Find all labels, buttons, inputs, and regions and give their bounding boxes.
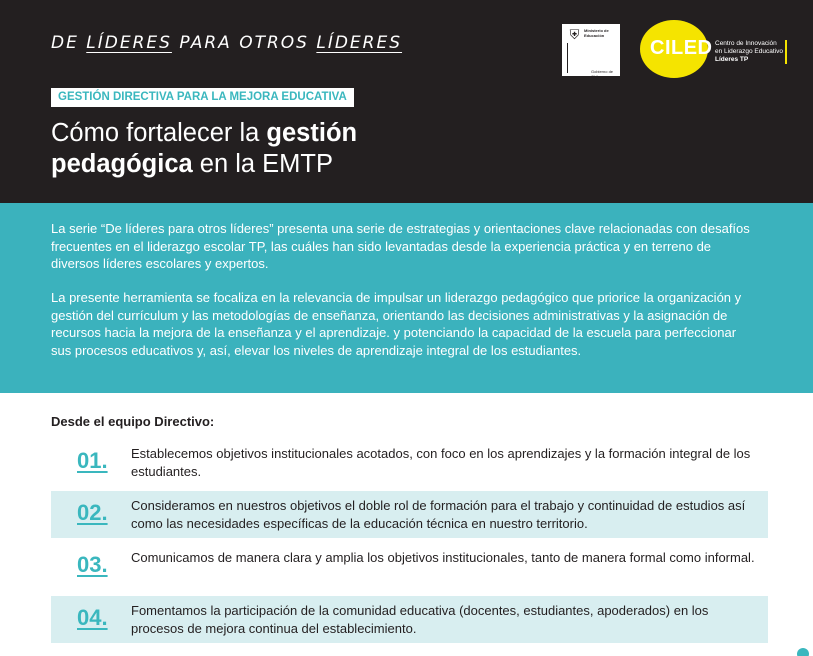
- series-title: [51, 33, 402, 53]
- page-title: [51, 118, 471, 180]
- title-part: en la EMTP: [192, 150, 334, 178]
- ciled-desc-line3: Líderes TP: [715, 56, 749, 63]
- item-text: Consideramos en nuestros objetivos el doble rol de formación para el trabajo y continuidad de estudios así como las necesidades específicas de la educación técnica en nuestro territorio.: [131, 498, 746, 531]
- ciled-desc-line2: en Liderazgo Educativo: [715, 48, 783, 55]
- item-text: Fomentamos la participación de la comunidad educativa (docentes, estudiantes, apoderados) en los procesos de mejora continua del establecimiento.: [131, 603, 709, 636]
- title-part-bold: gestión: [266, 119, 358, 147]
- list-item: [51, 491, 768, 538]
- ministry-logo-bar: [567, 43, 568, 73]
- list-item: [51, 439, 768, 486]
- category-tag: GESTIÓN DIRECTIVA PARA LA MEJORA EDUCATIVA: [51, 88, 354, 107]
- ministry-footer: Gobierno de Chile: [591, 69, 614, 79]
- series-part: DE: [51, 33, 87, 53]
- section-title: Desde el equipo Directivo:: [51, 414, 215, 429]
- item-text: Establecemos objetivos institucionales acotados, con foco en los aprendizajes y la formación integral de los estudiantes.: [131, 446, 751, 479]
- ministry-line1: Ministerio de: [584, 28, 609, 33]
- series-part-underlined: LÍDERES: [86, 33, 172, 53]
- decorative-dot: [797, 648, 809, 656]
- title-part: Cómo fortalecer la: [51, 119, 267, 147]
- intro-paragraph-1: La serie “De líderes para otros líderes” presenta una serie de estrategias y orientaciones clave relacionadas con desafíos frecuentes en el liderazgo escolar TP, las cuáles han sido levantadas desde la experiencia práctica y en terreno de diversos líderes escolares y expertos.: [51, 221, 750, 271]
- ministry-name: [584, 28, 619, 38]
- title-part-bold: pedagógica: [51, 150, 193, 178]
- item-number: 02.: [77, 500, 108, 525]
- item-number: 04.: [77, 605, 108, 630]
- ministry-logo: [562, 24, 620, 79]
- ciled-description: [715, 40, 789, 64]
- list-item: [51, 596, 768, 643]
- item-text: Comunicamos de manera clara y amplia los objetivos institucionales, tanto de manera formal como informal.: [131, 550, 755, 565]
- ciled-desc-line1: Centro de Innovación: [715, 40, 777, 47]
- ciled-logo-name: CILED: [650, 37, 713, 59]
- chile-shield-icon: ⛨: [569, 27, 580, 42]
- series-part: PARA OTROS: [171, 33, 317, 53]
- ministry-line2: Educación: [584, 33, 605, 38]
- item-number: 03.: [77, 552, 108, 577]
- item-number: 01.: [77, 448, 108, 473]
- intro-paragraph-2: La presente herramienta se focaliza en la relevancia de impulsar un liderazgo pedagógico que priorice la organización y gestión del currículum y las metodologías de enseñanza, orientando las decisiones administrativas y la asignación de recursos hacia la mejora de la enseñanza y el aprendizaje. y potenciando la capacidad de la escuela para perfeccionar sus procesos educativos y, así, elevar los niveles de aprendizaje integral de los estudiantes.: [51, 290, 742, 358]
- series-part-underlined: LÍDERES: [316, 33, 403, 53]
- list-item: [51, 543, 768, 590]
- intro-panel: [0, 203, 813, 393]
- page-header: [0, 0, 813, 203]
